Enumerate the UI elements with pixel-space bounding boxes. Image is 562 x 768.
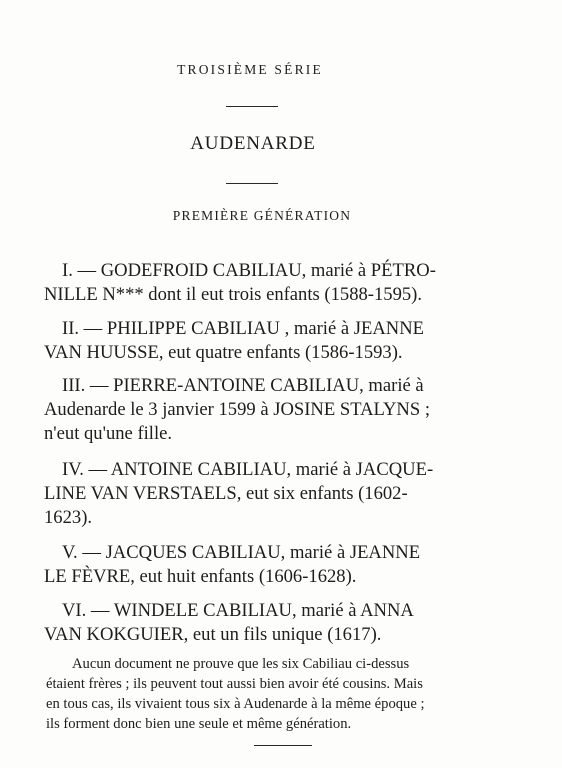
divider-rule (226, 183, 278, 184)
genealogy-entry-4 (44, 458, 492, 530)
genealogy-entry-2 (44, 317, 492, 365)
genealogy-entry-6 (44, 599, 492, 647)
entry-line: NILLE N*** dont il eut trois enfants (1588-1595). (44, 284, 423, 305)
entry-line: I. — GODEFROID CABILIAU, marié à PÉTRO- (62, 260, 436, 281)
series-heading: TROISIÈME SÉRIE (177, 62, 323, 77)
genealogy-entry-1 (44, 259, 492, 307)
entry-line: n'eut qu'une fille. (44, 423, 173, 444)
entry-line: VI. — WINDELE CABILIAU, marié à ANNA (62, 600, 414, 621)
genealogy-entry-3 (44, 374, 492, 446)
entry-line: II. — PHILIPPE CABILIAU , marié à JEANNE (62, 318, 425, 339)
entry-line: Audenarde le 3 janvier 1599 à JOSINE STALYNS ; (44, 399, 431, 420)
note-line: ils forment donc bien une seule et même génération. (46, 716, 352, 732)
entry-line: 1623). (44, 507, 93, 528)
genealogy-entry-5 (44, 541, 492, 589)
entry-line: III. — PIERRE-ANTOINE CABILIAU, marié à (62, 375, 424, 396)
entry-line: LE FÈVRE, eut huit enfants (1606-1628). (44, 566, 357, 587)
note-line: en tous cas, ils vivaient tous six à Audenarde à la même époque ; (46, 696, 425, 712)
divider-rule (254, 745, 312, 746)
generation-heading: PREMIÈRE GÉNÉRATION (172, 208, 352, 223)
entry-line: VAN KOKGUIER, eut un fils unique (1617). (44, 624, 382, 645)
note-line: Aucun document ne prouve que les six Cabiliau ci-dessus (72, 656, 410, 672)
entry-line: LINE VAN VERSTAELS, eut six enfants (1602- (44, 483, 408, 504)
note-line: étaient frères ; ils peuvent tout aussi bien avoir été cousins. Mais (46, 676, 423, 692)
entry-line: IV. — ANTOINE CABILIAU, marié à JACQUE- (62, 459, 434, 480)
entry-line: V. — JACQUES CABILIAU, marié à JEANNE (62, 542, 421, 563)
entry-line: VAN HUUSSE, eut quatre enfants (1586-1593). (44, 342, 403, 363)
divider-rule (226, 106, 278, 107)
footnote-paragraph (46, 654, 506, 734)
town-heading: AUDENARDE (190, 133, 316, 154)
